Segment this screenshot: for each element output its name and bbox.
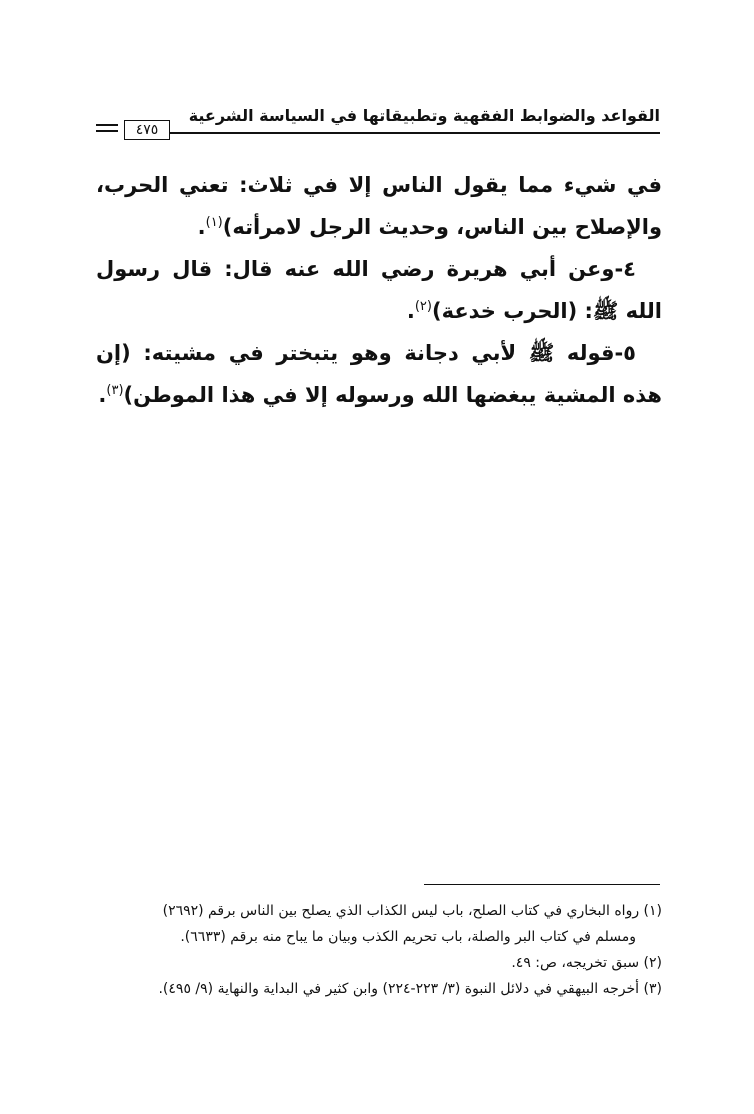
page-number: ٤٧٥ — [124, 120, 170, 140]
footnote-1: (١) رواه البخاري في كتاب الصلح، باب ليس الكذاب الذي يصلح بين الناس برقم (٢٦٩٢) — [162, 903, 662, 919]
header-ornament-bars — [96, 124, 118, 136]
footnote-1-continued: ومسلم في كتاب البر والصلة، باب تحريم الكذب وبيان ما يباح منه برقم (٦٦٣٣). — [180, 929, 636, 945]
page-header — [96, 100, 660, 144]
footnote-ref-2: (٢) — [414, 299, 432, 314]
footnotes — [96, 898, 662, 1002]
header-rule — [170, 132, 660, 134]
footnote-ref-1: (١) — [205, 215, 223, 230]
main-text — [96, 164, 662, 416]
footnote-separator — [424, 884, 660, 885]
ornament-bar — [96, 130, 118, 132]
paragraph-1: في شيء مما يقول الناس إلا في ثلاث: تعني الحرب، والإصلاح بين الناس، وحديث الرجل لامرأته)$^{(١)}$. — [96, 173, 662, 239]
paragraph-3-text: ٥-قوله ﷺ لأبي دجانة وهو يتبختر في مشيته: (إن هذه المشية يبغضها الله ورسوله إلا في هذا الموطن) — [96, 341, 662, 407]
footnote-ref-3: (٣) — [106, 383, 124, 398]
ornament-bar — [96, 124, 118, 126]
footnote-3: (٣) أخرجه البيهقي في دلائل النبوة (٣/ ٢٢٣-٢٢٤) وابن كثير في البداية والنهاية (٩/ ٤٩٥). — [158, 981, 662, 997]
running-title: القواعد والضوابط الفقهية وتطبيقاتها في السياسة الشرعية — [188, 106, 660, 125]
footnote-2: (٢) سبق تخريجه، ص: ٤٩. — [511, 955, 662, 971]
paragraph-1-text: في شيء مما يقول الناس إلا في ثلاث: تعني الحرب، والإصلاح بين الناس، وحديث الرجل لامرأته) — [96, 173, 662, 239]
paragraph-3: ٥-قوله ﷺ لأبي دجانة وهو يتبختر في مشيته: (إن هذه المشية يبغضها الله ورسوله إلا في هذا الموطن)$^{(٣)}$. — [96, 341, 662, 407]
paragraph-2: ٤-وعن أبي هريرة رضي الله عنه قال: قال رسول الله ﷺ: (الحرب خدعة)$^{(٢)}$. — [96, 257, 662, 323]
paragraph-2-text: ٤-وعن أبي هريرة رضي الله عنه قال: قال رسول الله ﷺ: (الحرب خدعة) — [96, 257, 662, 323]
